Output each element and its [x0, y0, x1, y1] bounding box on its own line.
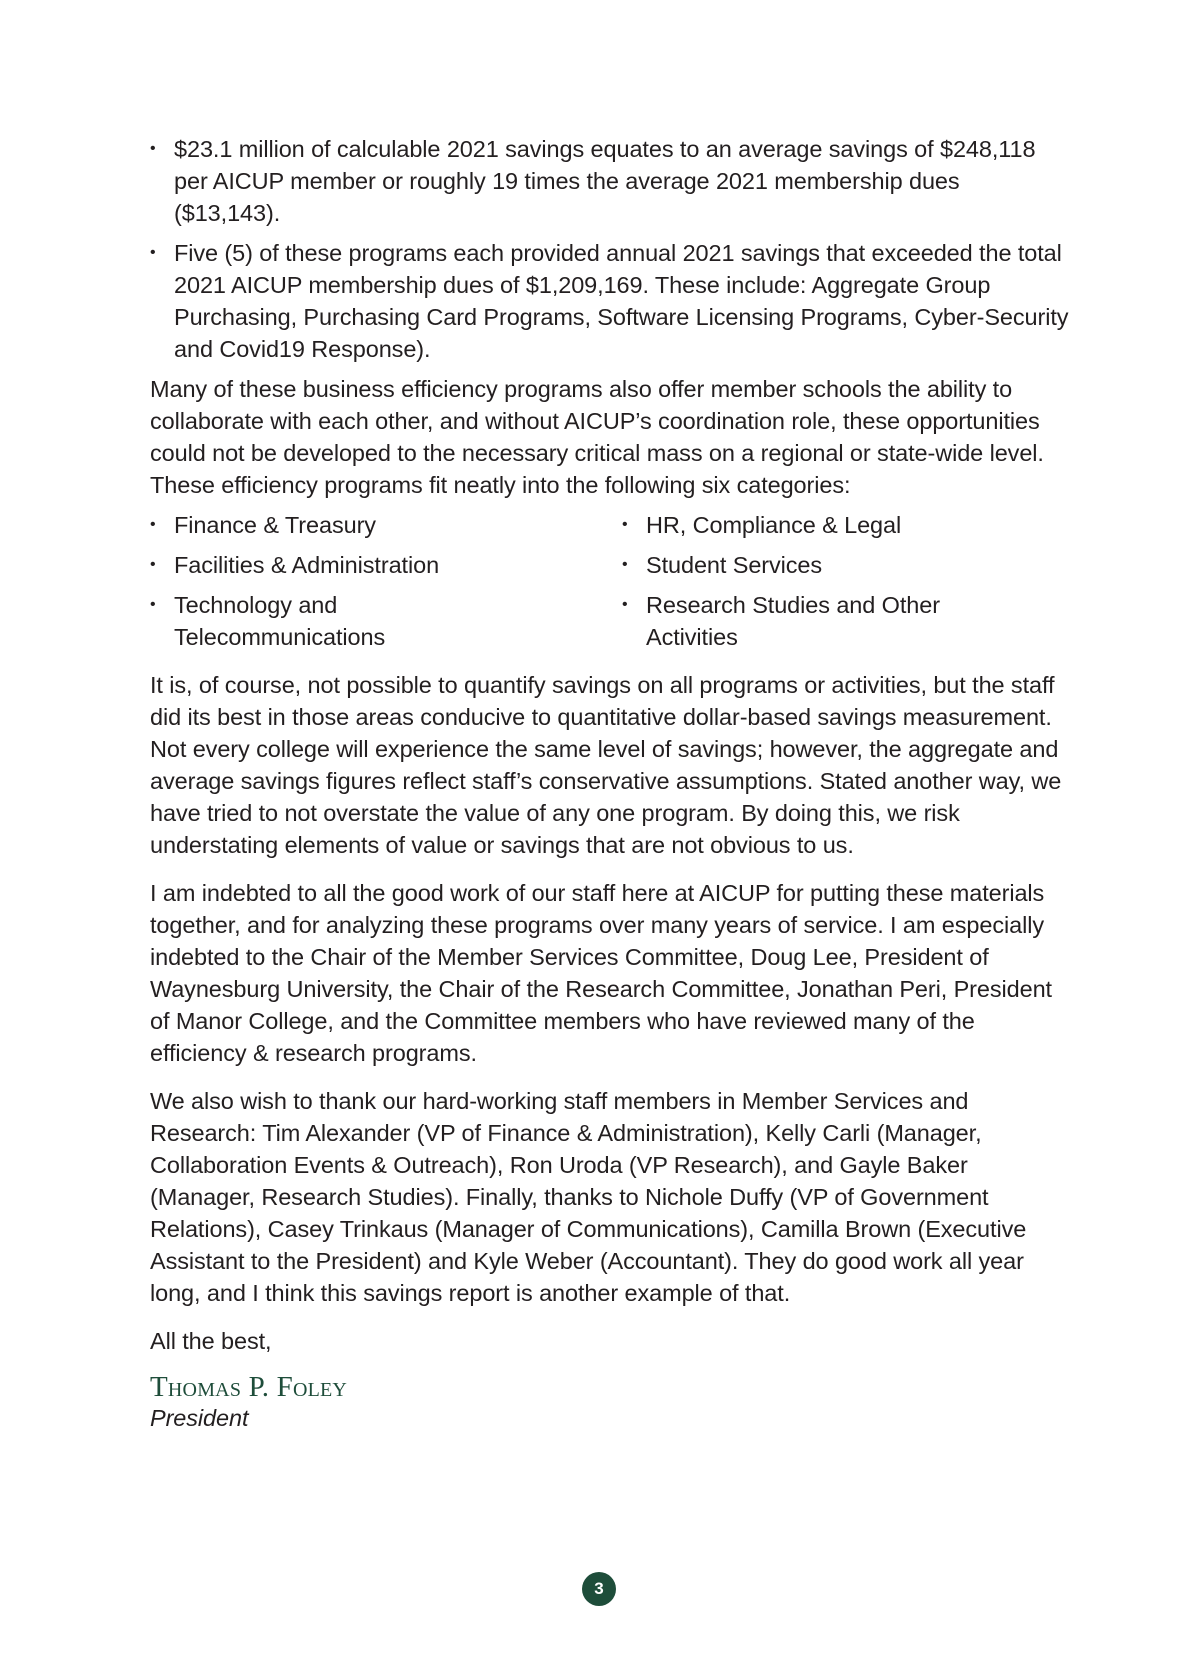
body-paragraph: I am indebted to all the good work of our staff here at AICUP for putting these materials together, and for analyzing these programs over many years of service. I am especially indebted to the Chair of the Member Services Committee, Doug Lee, President of Waynesburg University, the Chair of the Research Committee, Jonathan Peri, President of Manor College, and the Committee members who have reviewed many of the efficiency & research programs.	[150, 880, 1052, 1066]
body-paragraph: It is, of course, not possible to quantify savings on all programs or activities, but the staff did its best in those areas conducive to quantitative dollar-based savings measurement. Not every college will experience the same level of savings; however, the aggregate and average savings figures reflect staff’s conservative assumptions. Stated another way, we have tried to not overstate the value of any one program. By doing this, we risk understating elements of value or savings that are not obvious to us.	[150, 672, 1062, 858]
body-paragraph: We also wish to thank our hard-working staff members in Member Services and Research: Tim Alexander (VP of Finance & Administration), Kelly Carli (Manager, Collaboration Events & Outreach), Ron Uroda (VP Research), and Gayle Baker (Manager, Research Studies). Finally, thanks to Nichole Duffy (VP of Government Relations), Casey Trinkaus (Manager of Communications), Camilla Brown (Executive Assistant to the President) and Kyle Weber (Accountant). They do good work all year long, and I think this savings report is another example of that.	[150, 1088, 1027, 1306]
category-item: • HR, Compliance & Legal	[622, 509, 1070, 541]
signature-name: Thomas P. Foley	[150, 1371, 348, 1403]
category-item-text: Research Studies and Other Activities	[646, 592, 940, 650]
bullet-item: • Five (5) of these programs each provided annual 2021 savings that exceeded the total 2021 AICUP membership dues of $1,209,169. These include: Aggregate Group Purchasing, Purchasing Card Programs, Software Licensing Programs, Cyber-Security and Covid19 Response).	[150, 237, 1070, 365]
bullet-item: • $23.1 million of calculable 2021 savings equates to an average savings of $248,118 per AICUP member or roughly 19 times the average 2021 membership dues ($13,143).	[150, 133, 1070, 229]
closing-salutation: All the best,	[150, 1328, 272, 1354]
page-number-badge: 3	[582, 1572, 616, 1606]
signature-title: President	[150, 1405, 249, 1431]
savings-bullet-list	[150, 133, 1070, 365]
category-item-text: Technology and Telecommunications	[174, 592, 386, 650]
category-item	[622, 589, 946, 653]
category-item: • Student Services	[622, 549, 1070, 581]
categories-column-left	[150, 509, 622, 661]
page-content	[150, 133, 1070, 1433]
category-item: • Finance & Treasury	[150, 509, 622, 541]
categories-column-right	[622, 509, 1070, 661]
categories-list	[150, 509, 1070, 661]
intro-paragraph: Many of these business efficiency programs also offer member schools the ability to collaborate with each other, and without AICUP’s coordination role, these opportunities could not be developed to the necessary critical mass on a regional or state-wide level. These efficiency programs fit neatly into the following six categories:	[150, 376, 1044, 498]
category-item	[150, 589, 386, 653]
category-item: • Facilities & Administration	[150, 549, 622, 581]
